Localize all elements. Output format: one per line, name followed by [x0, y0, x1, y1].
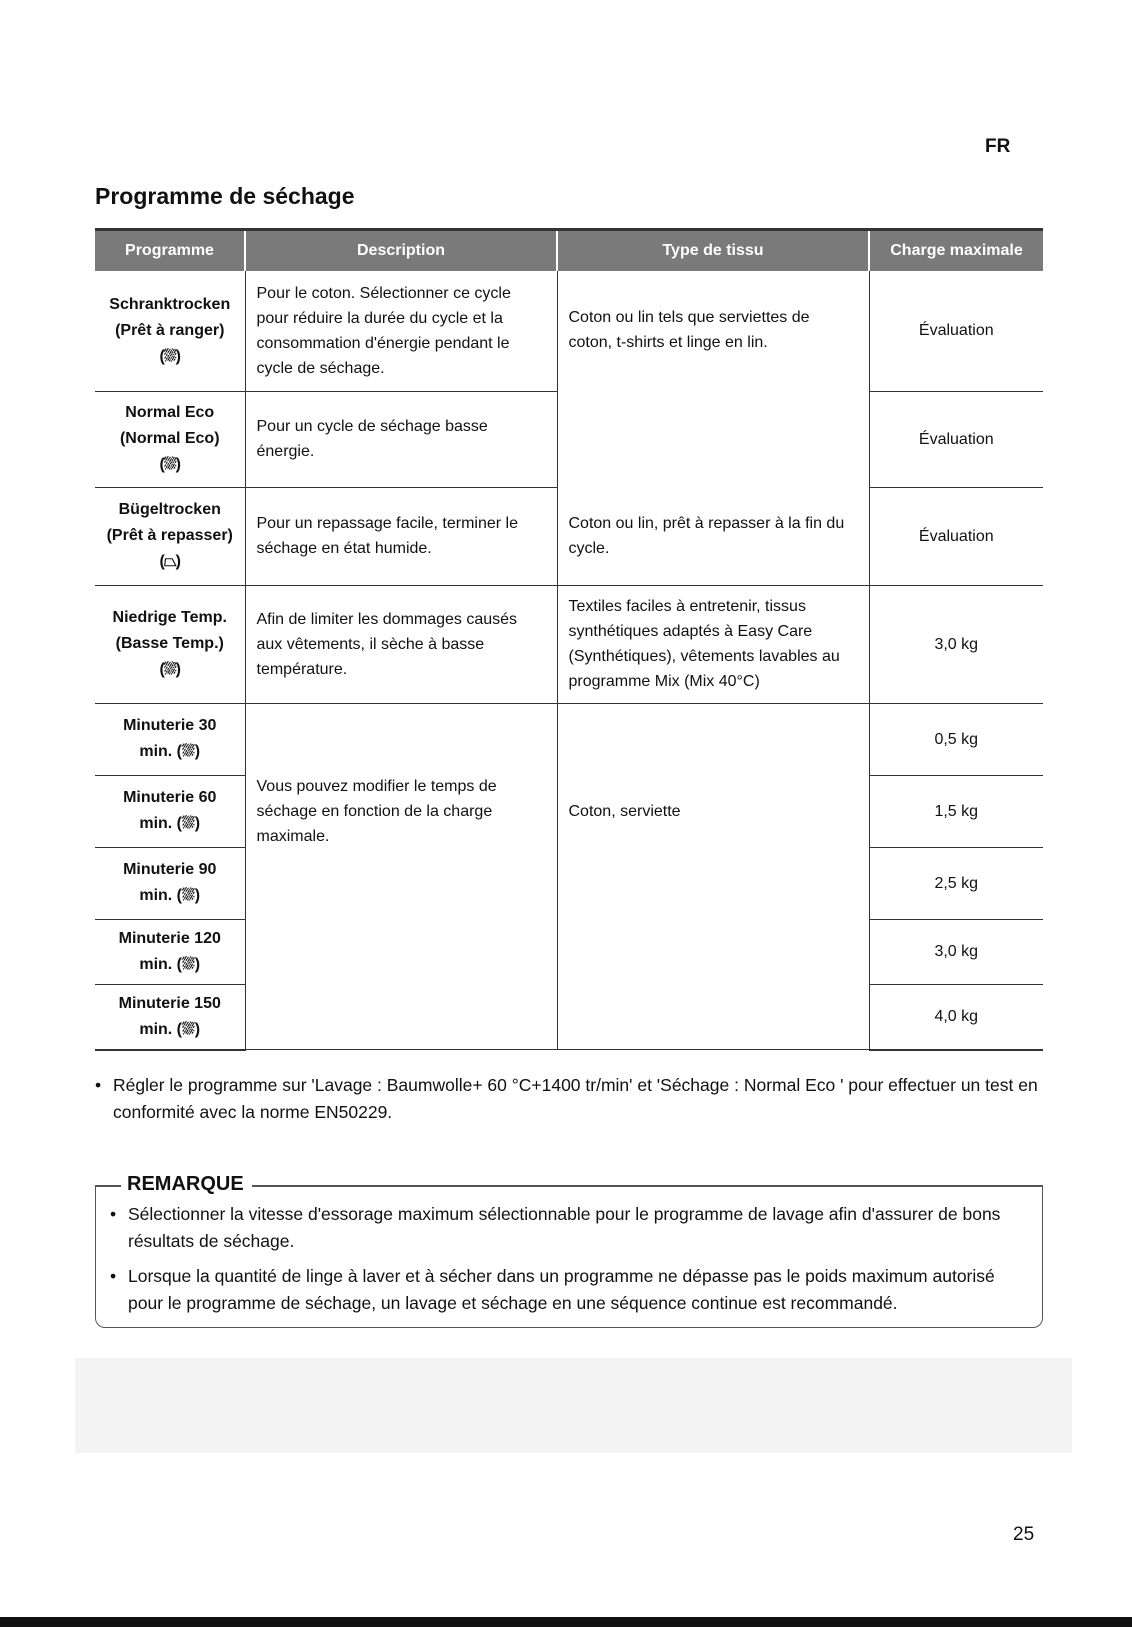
page-title: Programme de séchage	[95, 183, 355, 209]
description-cell: Pour un cycle de séchage basse énergie.	[245, 391, 557, 487]
col-header-load: Charge maximale	[869, 230, 1043, 272]
test-note-text: Régler le programme sur 'Lavage : Baumwolle+ 60 °C+1400 tr/min' et 'Séchage : Normal Eco ' pour effectuer un test en conformité avec la norme EN50229.	[113, 1075, 1038, 1122]
programme-name: Bügeltrocken	[118, 501, 221, 518]
bottom-edge	[0, 1617, 1132, 1627]
table-row	[95, 703, 1043, 775]
load-cell: Évaluation	[869, 391, 1043, 487]
bullet-icon: •	[95, 1075, 102, 1095]
programme-name-fr: (Basse Temp.)	[115, 635, 224, 652]
programme-name: Minuterie 60	[123, 789, 217, 806]
load-cell: 3,0 kg	[869, 919, 1043, 984]
load-cell: 3,0 kg	[869, 585, 1043, 703]
timer-icon: min. (⛆)	[139, 887, 201, 904]
fabric-cell: Coton ou lin tels que serviettes de coton, t-shirts et linge en lin.	[557, 271, 869, 487]
programme-cell	[95, 585, 245, 703]
timer-description-cell: Vous pouvez modifier le temps de séchage en fonction de la charge maximale.	[245, 703, 557, 1050]
drying-program-table	[95, 228, 1043, 1051]
programme-cell	[95, 391, 245, 487]
description-cell: Afin de limiter les dommages causés aux vêtements, il sèche à basse température.	[245, 585, 557, 703]
programme-cell	[95, 703, 245, 775]
load-cell: 1,5 kg	[869, 775, 1043, 847]
description-cell: Pour un repassage facile, terminer le séchage en état humide.	[245, 487, 557, 585]
timer-icon: min. (⛆)	[139, 1020, 201, 1038]
description-cell: Pour le coton. Sélectionner ce cycle pour réduire la durée du cycle et la consommation d'énergie pendant le cycle de séchage.	[245, 271, 557, 391]
fabric-cell: Coton ou lin, prêt à repasser à la fin du cycle.	[557, 487, 869, 585]
programme-name: Minuterie 30	[123, 717, 217, 734]
programme-cell	[95, 271, 245, 391]
list-item: • Sélectionner la vitesse d'essorage maximum sélectionnable pour le programme de lavage afin d'assurer de bons résultats de séchage.	[110, 1201, 1025, 1255]
dry-cycle-icon: (⛆)	[159, 347, 180, 365]
programme-name: Schranktrocken	[109, 295, 231, 313]
remarque-box	[95, 1185, 1043, 1328]
load-cell: 0,5 kg	[869, 703, 1043, 775]
remarque-list	[110, 1201, 1025, 1325]
table-row	[95, 487, 1043, 585]
programme-name-fr: (Prêt à repasser)	[106, 527, 233, 544]
load-cell: 4,0 kg	[869, 984, 1043, 1050]
page-number: 25	[1013, 1524, 1035, 1545]
col-header-fabric: Type de tissu	[557, 230, 869, 272]
table-row	[95, 271, 1043, 391]
programme-name: Minuterie 120	[118, 929, 221, 947]
timer-icon: min. (⛆)	[139, 743, 201, 760]
language-label: FR	[985, 136, 1011, 157]
programme-name: Niedrige Temp.	[112, 609, 227, 626]
timer-icon: min. (⛆)	[139, 955, 201, 973]
programme-name: Normal Eco	[125, 404, 215, 421]
list-item: • Lorsque la quantité de linge à laver et à sécher dans un programme ne dépasse pas le poids maximum autorisé pour le programme de séchage, un lavage et séchage en une séquence continue est recommandé.	[110, 1263, 1025, 1317]
programme-cell	[95, 984, 245, 1050]
col-header-programme: Programme	[95, 230, 245, 272]
programme-name-fr: (Normal Eco)	[119, 430, 220, 447]
eco-dry-icon: (⛆)	[159, 456, 180, 473]
grey-panel	[75, 1358, 1072, 1453]
col-header-description: Description	[245, 230, 557, 272]
programme-name: Minuterie 90	[123, 861, 217, 878]
iron-icon: (⏢)	[159, 553, 180, 570]
load-cell: Évaluation	[869, 487, 1043, 585]
remarque-title: REMARQUE	[127, 1173, 244, 1195]
programme-cell	[95, 487, 245, 585]
programme-name-fr: (Prêt à ranger)	[115, 321, 225, 339]
fabric-cell: Textiles faciles à entretenir, tissus synthétiques adaptés à Easy Care (Synthétiques), vêtements lavables au programme Mix (Mix 40°C)	[557, 585, 869, 703]
load-cell: 2,5 kg	[869, 847, 1043, 919]
timer-fabric-cell: Coton, serviette	[557, 703, 869, 1050]
timer-icon: min. (⛆)	[139, 815, 201, 832]
programme-cell	[95, 919, 245, 984]
table-header-row	[95, 230, 1043, 272]
remarque-border-right	[252, 1185, 1043, 1187]
programme-cell	[95, 847, 245, 919]
remarque-border-left	[95, 1185, 121, 1187]
table-row	[95, 585, 1043, 703]
load-cell: Évaluation	[869, 271, 1043, 391]
programme-name: Minuterie 150	[118, 994, 221, 1012]
low-temp-icon: (⛆)	[159, 661, 180, 678]
test-note	[95, 1072, 1045, 1126]
programme-cell	[95, 775, 245, 847]
